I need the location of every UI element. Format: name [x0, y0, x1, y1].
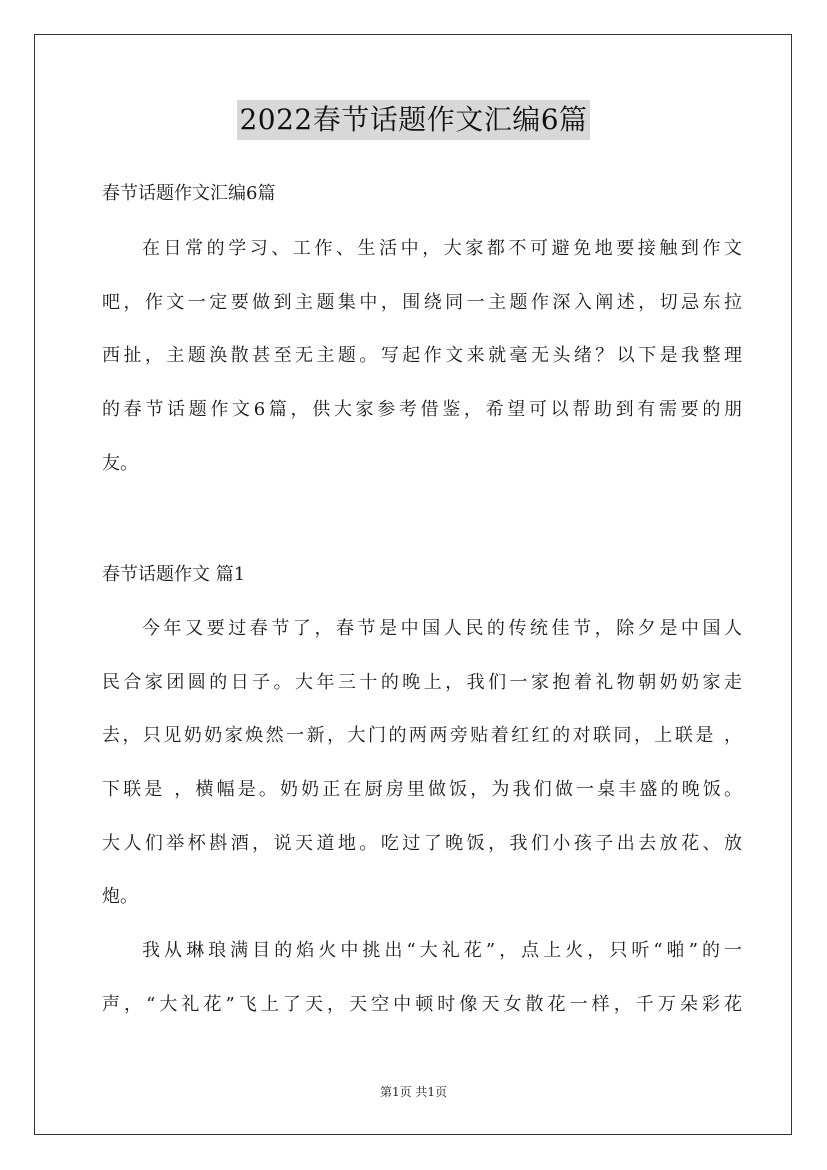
- section-heading: 春节话题作文 篇1: [102, 564, 246, 585]
- intro-line-2: 吧，作文一定要做到主题集中，围绕同一主题作深入阐述，切忌东拉: [102, 292, 742, 313]
- para1-line-4: 下联是 ，横幅是。奶奶正在厨房里做饭，为我们做一桌丰盛的晚饭。: [102, 779, 742, 800]
- para2-line-2: 声，“大礼花”飞上了天，天空中顿时像天女散花一样，千万朵彩花: [102, 994, 742, 1015]
- para1-line-3: 去，只见奶奶家焕然一新，大门的两两旁贴着红红的对联同，上联是 ，: [102, 725, 742, 746]
- document-subtitle: 春节话题作文汇编6篇: [102, 183, 276, 204]
- title-container: [0, 100, 827, 140]
- intro-line-3: 西扯，主题涣散甚至无主题。写起作文来就毫无头绪？以下是我整理: [102, 345, 742, 366]
- intro-line-4: 的春节话题作文6篇，供大家参考借鉴，希望可以帮助到有需要的朋: [102, 399, 742, 420]
- intro-line-5: 友。: [102, 453, 138, 474]
- document-title: 2022春节话题作文汇编6篇: [237, 100, 589, 140]
- page-footer: 第1页 共1页: [379, 1085, 448, 1099]
- intro-line-1: 在日常的学习、工作、生活中，大家都不可避免地要接触到作文: [142, 238, 742, 259]
- para1-line-5: 大人们举杯斟酒，说天道地。吃过了晚饭，我们小孩子出去放花、放: [102, 833, 742, 854]
- para1-line-6: 炮。: [102, 886, 138, 907]
- para1-line-1: 今年又要过春节了，春节是中国人民的传统佳节，除夕是中国人: [142, 618, 742, 639]
- para1-line-2: 民合家团圆的日子。大年三十的晚上，我们一家抱着礼物朝奶奶家走: [102, 672, 742, 693]
- para2-line-1: 我从琳琅满目的焰火中挑出“大礼花”，点上火，只听“啪”的一: [142, 940, 742, 961]
